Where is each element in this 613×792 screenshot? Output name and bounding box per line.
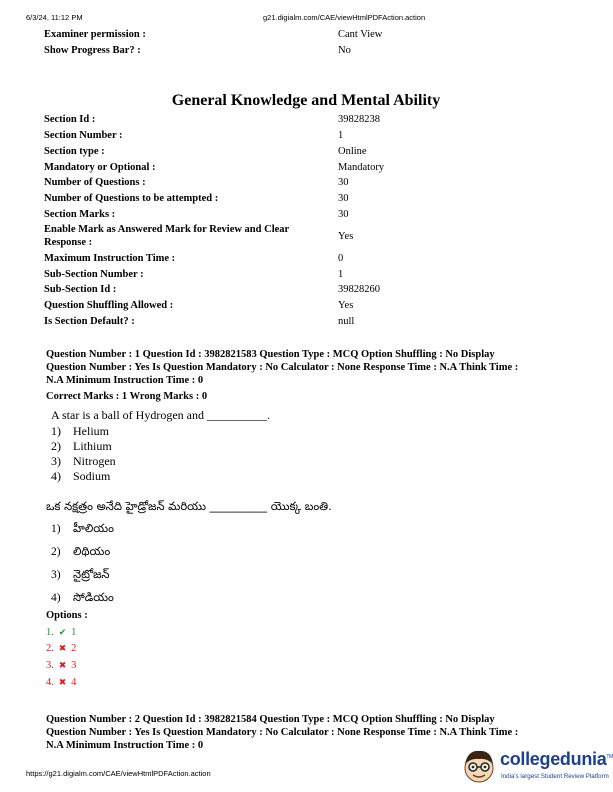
field-value: No: [338, 45, 351, 56]
field-label-cont: Response :: [44, 237, 93, 248]
field-label: Maximum Instruction Time :: [44, 253, 176, 264]
field-value: 30: [338, 193, 349, 204]
field-value: 30: [338, 177, 349, 188]
field-value: Yes: [338, 231, 354, 242]
question-text-en: A star is a ball of Hydrogen and __________.: [51, 408, 270, 422]
option-text: Helium: [73, 424, 109, 438]
field-label: Sub-Section Number :: [44, 269, 144, 280]
question-meta-line: Question Number : 2 Question Id : 3982821584 Question Type : MCQ Option Shuffling : No Display: [46, 714, 495, 725]
option-text: Lithium: [73, 439, 112, 453]
field-label: Is Section Default? :: [44, 316, 135, 327]
question-meta-line: N.A Minimum Instruction Time : 0: [46, 375, 204, 386]
option-en: [51, 454, 116, 469]
brand-wordmark: collegedunia: [500, 749, 607, 769]
answer-option-correct: [46, 627, 76, 638]
answer-option-wrong: [46, 677, 76, 688]
cross-icon: ✖: [58, 644, 67, 654]
field-value: Mandatory: [338, 162, 385, 173]
option-number: 2): [51, 546, 61, 558]
trademark: TM: [606, 754, 613, 760]
option-en: [51, 424, 109, 439]
question-meta-line: Question Number : Yes Is Question Mandatory : No Calculator : None Response Time : N.A Think Time :: [46, 362, 519, 373]
section-title: General Knowledge and Mental Ability: [171, 92, 441, 109]
field-value: 39828260: [338, 284, 380, 295]
option-number: 3): [51, 454, 61, 468]
answer-index: 4.: [46, 677, 54, 688]
option-en: [51, 469, 110, 484]
collegedunia-logo: [460, 746, 613, 786]
answer-option-wrong: [46, 643, 76, 654]
field-label: Question Shuffling Allowed :: [44, 300, 174, 311]
option-number: 2): [51, 439, 61, 453]
option-te: [51, 544, 110, 561]
field-label: Section Marks :: [44, 209, 116, 220]
question-meta-line: N.A Minimum Instruction Time : 0: [46, 740, 204, 751]
option-text: లిథియం: [73, 544, 111, 558]
option-number: 4): [51, 469, 61, 483]
answer-value: 3: [71, 660, 77, 671]
print-footer-url[interactable]: https://g21.digialm.com/CAE/viewHtmlPDFAction.action: [26, 769, 211, 778]
field-value: Cant View: [338, 29, 383, 40]
question-text-te: ఒక నక్షత్రం అనేది హైడ్రోజన్ మరియు __________ యొక్క బంతి.: [46, 499, 332, 513]
option-number: 1): [51, 424, 61, 438]
answer-index: 3.: [46, 660, 54, 671]
check-icon: ✔: [58, 628, 67, 638]
field-label: Mandatory or Optional :: [44, 162, 156, 173]
brand-tagline: India's largest Student Review Platform: [501, 773, 609, 780]
print-datetime: 6/3/24, 11:12 PM: [26, 13, 83, 22]
field-value: 1: [338, 130, 344, 141]
option-text: నైట్రోజన్: [73, 567, 110, 581]
mascot-logo-icon: [460, 746, 498, 786]
field-label: Show Progress Bar? :: [44, 45, 141, 56]
option-en: [51, 439, 112, 454]
option-number: 3): [51, 569, 61, 581]
field-label: Enable Mark as Answered Mark for Review and Clear: [44, 224, 290, 235]
brand-name: [500, 749, 613, 770]
question-meta-line: Question Number : 1 Question Id : 3982821583 Question Type : MCQ Option Shuffling : No Display: [46, 349, 495, 360]
field-label: Number of Questions to be attempted :: [44, 193, 219, 204]
answer-option-wrong: [46, 660, 76, 671]
option-number: 4): [51, 592, 61, 604]
field-value: 30: [338, 209, 349, 220]
field-value: 0: [338, 253, 344, 264]
field-value: Yes: [338, 300, 354, 311]
field-label: Sub-Section Id :: [44, 284, 117, 295]
answer-index: 2.: [46, 643, 54, 654]
cross-icon: ✖: [58, 661, 67, 671]
question-marks: Correct Marks : 1 Wrong Marks : 0: [46, 391, 208, 402]
answer-value: 1: [71, 627, 77, 638]
field-value: 1: [338, 269, 344, 280]
options-label: Options :: [46, 610, 88, 621]
print-url[interactable]: g21.digialm.com/CAE/viewHtmlPDFAction.action: [263, 13, 426, 22]
option-number: 1): [51, 523, 61, 535]
question-meta-line: Question Number : Yes Is Question Mandatory : No Calculator : None Response Time : N.A Think Time :: [46, 727, 519, 738]
field-value: Online: [338, 146, 367, 157]
option-text: సోడియం: [73, 590, 114, 604]
option-te: [51, 590, 114, 607]
cross-icon: ✖: [58, 678, 67, 688]
option-te: [51, 567, 110, 584]
option-te: [51, 521, 114, 538]
answer-index: 1.: [46, 627, 54, 638]
answer-value: 4: [71, 677, 77, 688]
option-text: హీలియం: [73, 521, 114, 535]
answer-value: 2: [71, 643, 77, 654]
option-text: Sodium: [73, 469, 111, 483]
field-label: Section Id :: [44, 114, 96, 125]
field-label: Section Number :: [44, 130, 123, 141]
field-label: Section type :: [44, 146, 105, 157]
field-value: 39828238: [338, 114, 380, 125]
field-value: null: [338, 316, 355, 327]
field-label: Examiner permission :: [44, 29, 146, 40]
option-text: Nitrogen: [73, 454, 116, 468]
field-label: Number of Questions :: [44, 177, 146, 188]
